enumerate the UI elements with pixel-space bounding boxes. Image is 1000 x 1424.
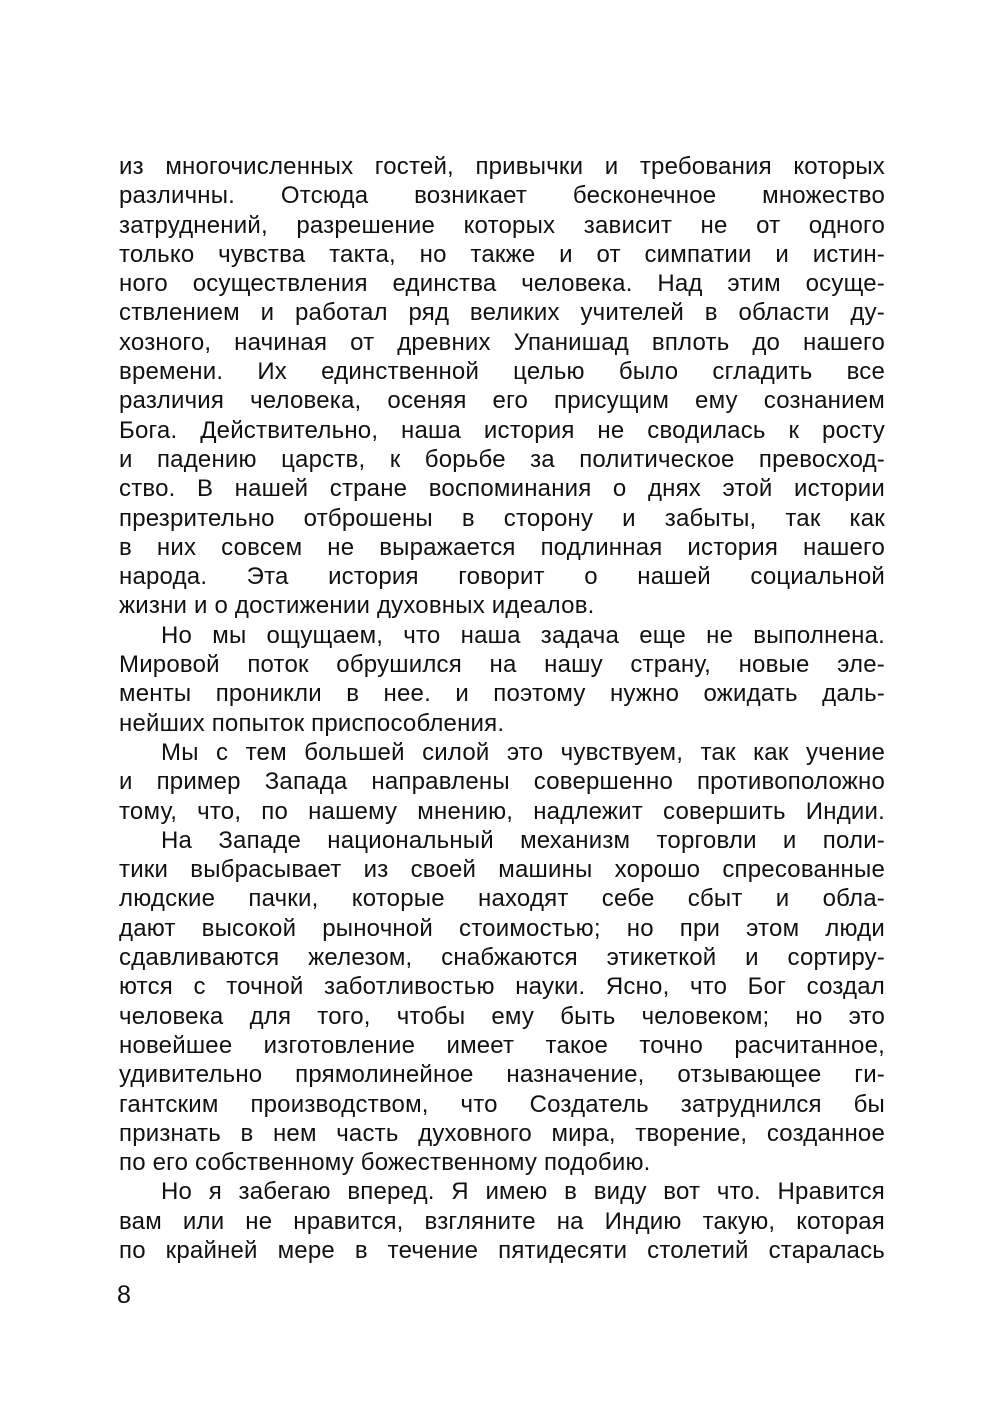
text-line: нейших попыток приспособления. bbox=[119, 709, 505, 737]
text-line: ствлением и работал ряд великих учителей в области ду- bbox=[119, 299, 885, 327]
page-number: 8 bbox=[117, 1281, 131, 1309]
text-line: гантским производством, что Создатель затруднился бы bbox=[119, 1090, 885, 1118]
text-line: людские пачки, которые находят себе сбыт и обла- bbox=[119, 885, 885, 913]
text-line: и падению царств, к борьбе за политическое превосход- bbox=[119, 445, 885, 473]
text-line: признать в нем часть духовного мира, творение, созданное bbox=[119, 1119, 885, 1147]
text-line: и пример Запада направлены совершенно противоположно bbox=[119, 768, 885, 796]
text-line: вам или не нравится, взгляните на Индию такую, которая bbox=[119, 1207, 885, 1235]
text-line: народа. Эта история говорит о нашей социальной bbox=[119, 563, 885, 591]
text-line: хозного, начиная от древних Упанишад вплоть до нашего bbox=[119, 328, 885, 356]
paragraph-first-line: Мы с тем большей силой это чувствуем, так как учение bbox=[161, 738, 885, 766]
text-line: презрительно отброшены в сторону и забыты, так как bbox=[119, 504, 885, 532]
paragraph-first-line: Но мы ощущаем, что наша задача еще не выполнена. bbox=[161, 621, 885, 649]
text-line: из многочисленных гостей, привычки и требования которых bbox=[119, 153, 885, 180]
text-line: в них совсем не выражается подлинная история нашего bbox=[119, 533, 885, 561]
text-line: менты проникли в нее. и поэтому нужно ожидать даль- bbox=[119, 680, 885, 708]
text-line: затруднений, разрешение которых зависит не от одного bbox=[119, 211, 885, 239]
body-text bbox=[119, 152, 885, 1265]
text-line: Мировой поток обрушился на нашу страну, новые эле- bbox=[119, 651, 885, 679]
text-line: ются с точной заботливостью науки. Ясно, что Бог создал bbox=[119, 973, 885, 1001]
text-line: времени. Их единственной целью было сгладить все bbox=[119, 358, 885, 386]
text-line: сдавливаются железом, снабжаются этикеткой и сортиру- bbox=[119, 944, 885, 972]
paragraph-first-line: Но я забегаю вперед. Я имею в виду вот что. Нравится bbox=[161, 1178, 885, 1206]
text-line: тому, что, по нашему мнению, надлежит совершить Индии. bbox=[119, 797, 885, 825]
text-line: человека для того, чтобы ему быть человеком; но это bbox=[119, 1002, 885, 1030]
text-line: ного осуществления единства человека. Над этим осуще- bbox=[119, 270, 885, 298]
text-line: дают высокой рыночной стоимостью; но при этом люди bbox=[119, 914, 885, 942]
text-line: различны. Отсюда возникает бесконечное множество bbox=[119, 182, 885, 210]
text-line: удивительно прямолинейное назначение, отзывающее ги- bbox=[119, 1061, 885, 1089]
text-line: ство. В нашей стране воспоминания о днях этой истории bbox=[119, 475, 885, 503]
text-line: тики выбрасывает из своей машины хорошо спресованные bbox=[119, 856, 885, 884]
text-line: по крайней мере в течение пятидесяти столетий старалась bbox=[119, 1236, 885, 1264]
text-line: новейшее изготовление имеет такое точно расчитанное, bbox=[119, 1031, 885, 1059]
text-line: жизни и о достижении духовных идеалов. bbox=[119, 592, 595, 620]
text-line: Бога. Действительно, наша история не сводилась к росту bbox=[119, 416, 885, 444]
text-line: только чувства такта, но также и от симпатии и истин- bbox=[119, 240, 885, 268]
text-line: различия человека, осеняя его присущим ему сознанием bbox=[119, 387, 885, 415]
paragraph-first-line: На Западе национальный механизм торговли и поли- bbox=[161, 826, 885, 854]
text-line: по его собственному божественному подобию. bbox=[119, 1149, 651, 1177]
